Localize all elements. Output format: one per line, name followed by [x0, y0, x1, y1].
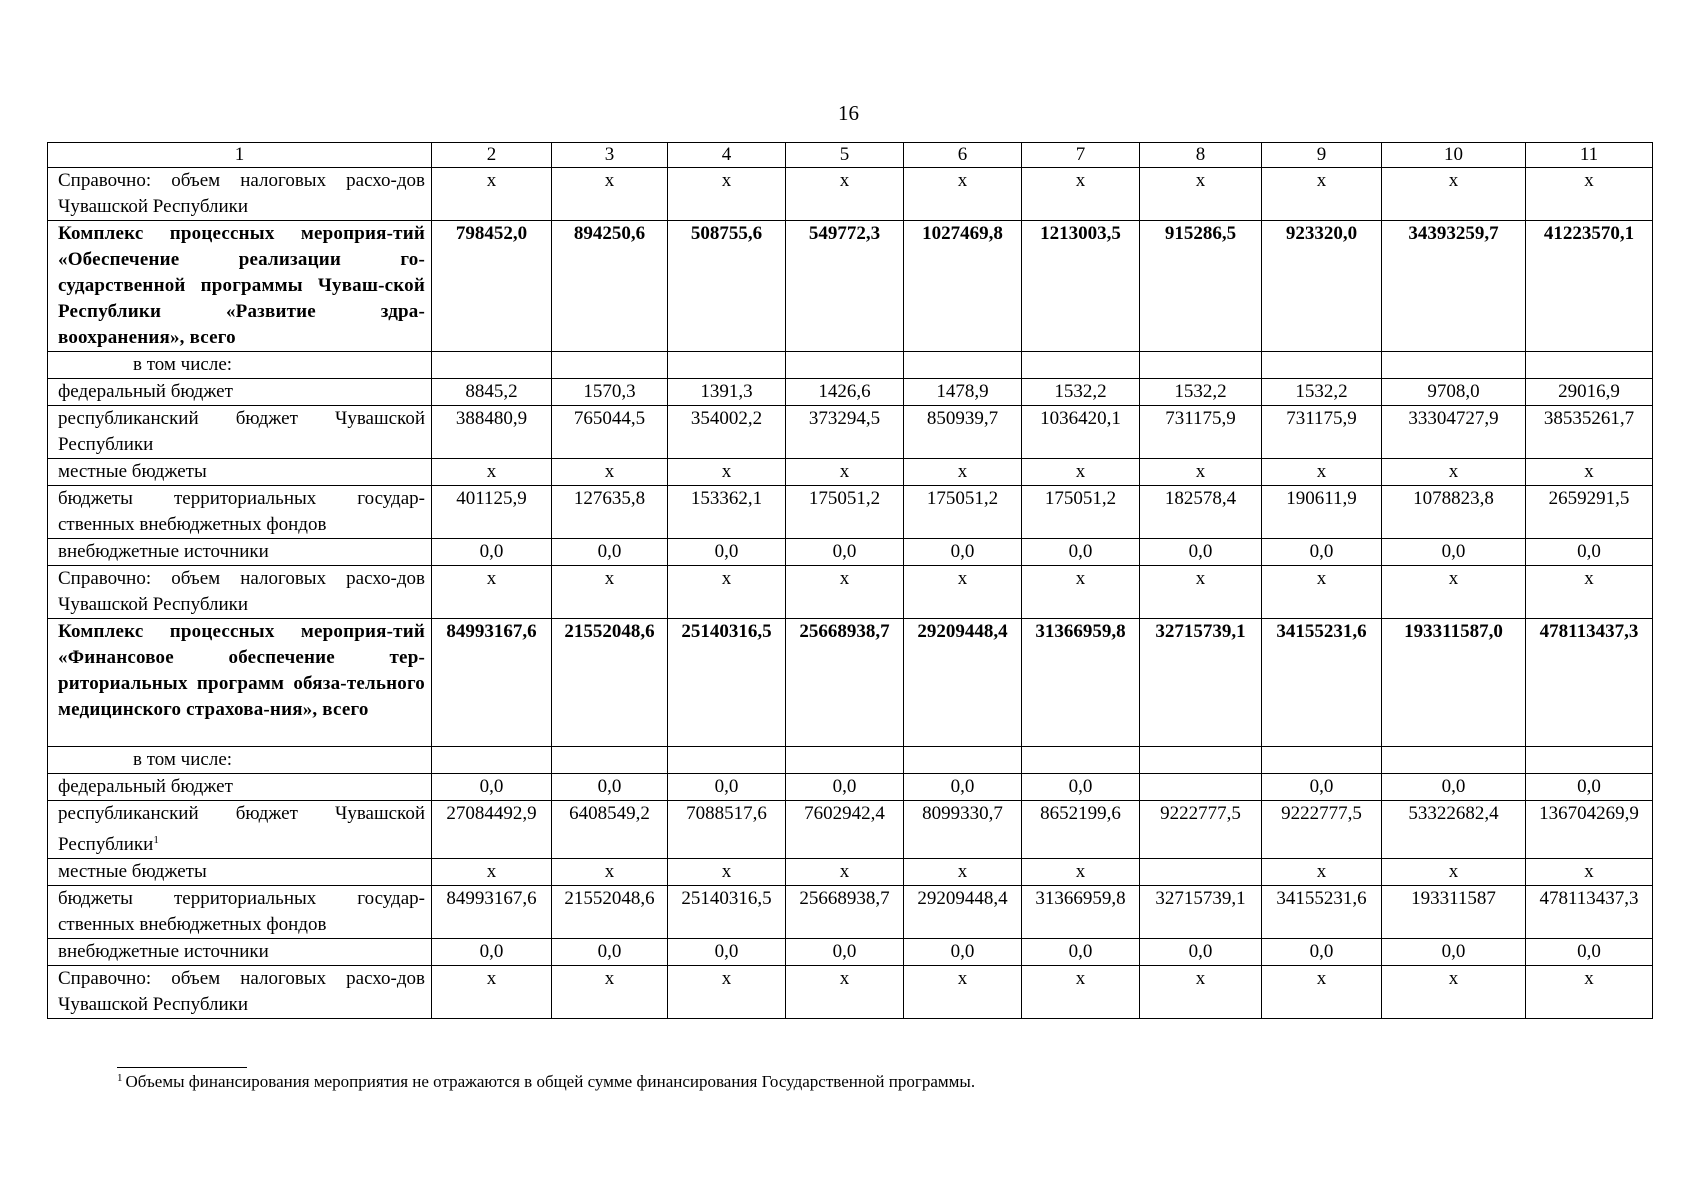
table-row [48, 886, 1653, 939]
row-label [48, 406, 432, 459]
value-cell: 0,0 [432, 939, 552, 966]
row-label [48, 619, 432, 747]
value-cell [552, 747, 668, 774]
row-label-text: в том числе: [133, 354, 233, 375]
value-cell: х [1526, 566, 1653, 619]
column-header-7: 7 [1022, 143, 1140, 168]
value-cell: 190611,9 [1262, 486, 1382, 539]
row-label-text: федеральный бюджет [58, 381, 233, 402]
value-cell: х [1526, 966, 1653, 1019]
row-label-text: Справочно: объем налоговых расхо-дов Чувашской Республики [58, 568, 425, 615]
footnote-reference: 1 [153, 834, 159, 846]
value-cell: 0,0 [552, 539, 668, 566]
value-cell: 8099330,7 [904, 801, 1022, 859]
value-cell [1140, 352, 1262, 379]
value-cell: х [552, 859, 668, 886]
value-cell: 1036420,1 [1022, 406, 1140, 459]
value-cell: х [1382, 566, 1526, 619]
value-cell: 0,0 [1262, 774, 1382, 801]
value-cell [432, 747, 552, 774]
value-cell: 1532,2 [1262, 379, 1382, 406]
table-row [48, 774, 1653, 801]
value-cell: 84993167,6 [432, 619, 552, 747]
value-cell [668, 747, 786, 774]
value-cell: 0,0 [432, 539, 552, 566]
row-label-text: республиканский бюджет Чувашской Республики [58, 803, 425, 855]
value-cell: 1027469,8 [904, 221, 1022, 352]
value-cell: х [1022, 566, 1140, 619]
value-cell: 0,0 [1526, 539, 1653, 566]
value-cell: х [1140, 168, 1262, 221]
value-cell: 0,0 [786, 774, 904, 801]
table-row [48, 801, 1653, 859]
table-row [48, 747, 1653, 774]
value-cell: 915286,5 [1140, 221, 1262, 352]
value-cell: 21552048,6 [552, 619, 668, 747]
row-label [48, 221, 432, 352]
value-cell [1022, 352, 1140, 379]
value-cell [1262, 747, 1382, 774]
value-cell: 1391,3 [668, 379, 786, 406]
value-cell [1140, 747, 1262, 774]
footnote-separator [117, 1067, 247, 1068]
value-cell: 923320,0 [1262, 221, 1382, 352]
table-row [48, 966, 1653, 1019]
row-label-text: республиканский бюджет Чувашской Республики [58, 408, 425, 455]
value-cell: х [1262, 566, 1382, 619]
page-number: 16 [838, 101, 859, 125]
value-cell: 7602942,4 [786, 801, 904, 859]
value-cell: 25668938,7 [786, 886, 904, 939]
row-label [48, 859, 432, 886]
row-label [48, 566, 432, 619]
value-cell: 136704269,9 [1526, 801, 1653, 859]
row-label [48, 168, 432, 221]
value-cell: х [432, 566, 552, 619]
row-label-text: внебюджетные источники [58, 541, 269, 562]
table-row [48, 379, 1653, 406]
row-label-text: местные бюджеты [58, 861, 207, 882]
value-cell: 0,0 [1022, 539, 1140, 566]
value-cell [1526, 352, 1653, 379]
footnote-text: Объемы финансирования мероприятия не отражаются в общей сумме финансирования Государственной программы. [125, 1072, 976, 1091]
value-cell: 0,0 [668, 774, 786, 801]
column-header-9: 9 [1262, 143, 1382, 168]
value-cell: 182578,4 [1140, 486, 1262, 539]
value-cell: 478113437,3 [1526, 886, 1653, 939]
column-header-10: 10 [1382, 143, 1526, 168]
value-cell: 84993167,6 [432, 886, 552, 939]
value-cell: 41223570,1 [1526, 221, 1653, 352]
value-cell [1262, 352, 1382, 379]
row-label [48, 459, 432, 486]
value-cell: 0,0 [786, 539, 904, 566]
row-label-text: федеральный бюджет [58, 776, 233, 797]
value-cell: х [668, 859, 786, 886]
value-cell [904, 747, 1022, 774]
table-row [48, 406, 1653, 459]
footnote-mark: 1 [117, 1072, 123, 1084]
value-cell: 175051,2 [1022, 486, 1140, 539]
value-cell: 0,0 [904, 539, 1022, 566]
column-header-8: 8 [1140, 143, 1262, 168]
value-cell: 850939,7 [904, 406, 1022, 459]
value-cell: 0,0 [432, 774, 552, 801]
value-cell: х [786, 966, 904, 1019]
value-cell: х [786, 566, 904, 619]
value-cell: х [1262, 168, 1382, 221]
table-row [48, 459, 1653, 486]
value-cell: 27084492,9 [432, 801, 552, 859]
value-cell: 38535261,7 [1526, 406, 1653, 459]
value-cell: 1426,6 [786, 379, 904, 406]
column-header-2: 2 [432, 143, 552, 168]
value-cell: х [432, 859, 552, 886]
value-cell: х [1382, 859, 1526, 886]
financing-table [47, 142, 1653, 1019]
value-cell: 9708,0 [1382, 379, 1526, 406]
value-cell: 25668938,7 [786, 619, 904, 747]
value-cell: 765044,5 [552, 406, 668, 459]
table-row [48, 352, 1653, 379]
value-cell: 33304727,9 [1382, 406, 1526, 459]
value-cell [432, 352, 552, 379]
value-cell: 549772,3 [786, 221, 904, 352]
value-cell: 53322682,4 [1382, 801, 1526, 859]
value-cell: 1532,2 [1022, 379, 1140, 406]
value-cell: х [1526, 859, 1653, 886]
value-cell: 388480,9 [432, 406, 552, 459]
column-header-4: 4 [668, 143, 786, 168]
row-label [48, 966, 432, 1019]
value-cell: 0,0 [1526, 939, 1653, 966]
value-cell: 0,0 [552, 774, 668, 801]
table-row [48, 859, 1653, 886]
value-cell: 2659291,5 [1526, 486, 1653, 539]
row-label [48, 486, 432, 539]
value-cell: 0,0 [1140, 539, 1262, 566]
value-cell: 0,0 [552, 939, 668, 966]
value-cell: 29209448,4 [904, 619, 1022, 747]
value-cell [1526, 747, 1653, 774]
row-label-text: бюджеты территориальных государ-ственных внебюджетных фондов [58, 888, 425, 935]
value-cell [1382, 352, 1526, 379]
value-cell: 0,0 [1262, 539, 1382, 566]
value-cell: х [904, 859, 1022, 886]
value-cell: 354002,2 [668, 406, 786, 459]
row-label [48, 352, 432, 379]
value-cell: х [1382, 459, 1526, 486]
value-cell: 0,0 [1382, 939, 1526, 966]
row-label [48, 379, 432, 406]
value-cell: х [432, 459, 552, 486]
value-cell: 0,0 [1262, 939, 1382, 966]
value-cell: 0,0 [1140, 939, 1262, 966]
row-label-text: местные бюджеты [58, 461, 207, 482]
value-cell [1140, 774, 1262, 801]
value-cell: х [786, 859, 904, 886]
row-label [48, 539, 432, 566]
value-cell: 127635,8 [552, 486, 668, 539]
value-cell [1140, 859, 1262, 886]
value-cell: 0,0 [1526, 774, 1653, 801]
value-cell: 0,0 [668, 539, 786, 566]
value-cell: 508755,6 [668, 221, 786, 352]
table-row [48, 486, 1653, 539]
value-cell: х [668, 168, 786, 221]
value-cell: х [668, 966, 786, 1019]
value-cell: 6408549,2 [552, 801, 668, 859]
value-cell [786, 352, 904, 379]
value-cell: х [1022, 859, 1140, 886]
table-row [48, 168, 1653, 221]
value-cell: 153362,1 [668, 486, 786, 539]
value-cell: х [1140, 459, 1262, 486]
value-cell: 34155231,6 [1262, 619, 1382, 747]
value-cell: 0,0 [1382, 774, 1526, 801]
value-cell: 7088517,6 [668, 801, 786, 859]
value-cell: х [432, 168, 552, 221]
value-cell: х [786, 459, 904, 486]
value-cell: х [432, 966, 552, 1019]
value-cell: 31366959,8 [1022, 619, 1140, 747]
value-cell: 32715739,1 [1140, 619, 1262, 747]
value-cell: х [1140, 966, 1262, 1019]
value-cell: х [1526, 168, 1653, 221]
value-cell: 9222777,5 [1140, 801, 1262, 859]
value-cell: 0,0 [904, 774, 1022, 801]
value-cell: 0,0 [668, 939, 786, 966]
value-cell: 1078823,8 [1382, 486, 1526, 539]
value-cell: х [1382, 966, 1526, 1019]
value-cell: 731175,9 [1140, 406, 1262, 459]
value-cell: 894250,6 [552, 221, 668, 352]
value-cell: 21552048,6 [552, 886, 668, 939]
value-cell: х [552, 168, 668, 221]
value-cell: 34155231,6 [1262, 886, 1382, 939]
value-cell: 0,0 [904, 939, 1022, 966]
row-label [48, 886, 432, 939]
value-cell: х [668, 566, 786, 619]
footnote [117, 1072, 975, 1092]
row-label [48, 747, 432, 774]
value-cell: х [1022, 168, 1140, 221]
value-cell: 0,0 [1022, 939, 1140, 966]
value-cell: х [1262, 859, 1382, 886]
value-cell: 1532,2 [1140, 379, 1262, 406]
row-label-text: Справочно: объем налоговых расхо-дов Чувашской Республики [58, 968, 425, 1015]
value-cell: х [1526, 459, 1653, 486]
value-cell [904, 352, 1022, 379]
value-cell: 731175,9 [1262, 406, 1382, 459]
value-cell: х [1022, 966, 1140, 1019]
value-cell: х [552, 966, 668, 1019]
value-cell: х [1262, 459, 1382, 486]
row-label-text: в том числе: [133, 749, 233, 770]
column-header-3: 3 [552, 143, 668, 168]
value-cell: 401125,9 [432, 486, 552, 539]
row-label [48, 774, 432, 801]
value-cell: 8845,2 [432, 379, 552, 406]
column-header-1: 1 [48, 143, 432, 168]
value-cell: 175051,2 [904, 486, 1022, 539]
value-cell: х [904, 459, 1022, 486]
value-cell: 31366959,8 [1022, 886, 1140, 939]
value-cell [552, 352, 668, 379]
value-cell: 0,0 [1022, 774, 1140, 801]
row-label-text: Комплекс процессных мероприя-тий «Обеспечение реализации го-сударственной программы Чуваш-ской Республики «Развитие здра-воохранения», всего [58, 223, 425, 348]
value-cell: 9222777,5 [1262, 801, 1382, 859]
value-cell: 1478,9 [904, 379, 1022, 406]
value-cell: 193311587,0 [1382, 619, 1526, 747]
value-cell: 798452,0 [432, 221, 552, 352]
value-cell: 29016,9 [1526, 379, 1653, 406]
value-cell [1382, 747, 1526, 774]
table-row [48, 221, 1653, 352]
table-row [48, 566, 1653, 619]
value-cell: 29209448,4 [904, 886, 1022, 939]
value-cell: х [1140, 566, 1262, 619]
table-header-row [48, 143, 1653, 168]
value-cell: 1213003,5 [1022, 221, 1140, 352]
row-label-text: Справочно: объем налоговых расхо-дов Чувашской Республики [58, 170, 425, 217]
table-row [48, 619, 1653, 747]
column-header-11: 11 [1526, 143, 1653, 168]
value-cell: х [904, 168, 1022, 221]
column-header-5: 5 [786, 143, 904, 168]
value-cell [668, 352, 786, 379]
value-cell: 0,0 [786, 939, 904, 966]
column-header-6: 6 [904, 143, 1022, 168]
value-cell: 478113437,3 [1526, 619, 1653, 747]
table-row [48, 939, 1653, 966]
value-cell: х [904, 566, 1022, 619]
value-cell: 8652199,6 [1022, 801, 1140, 859]
table-row [48, 539, 1653, 566]
value-cell: х [1382, 168, 1526, 221]
row-label-text: внебюджетные источники [58, 941, 269, 962]
value-cell: 1570,3 [552, 379, 668, 406]
value-cell: х [786, 168, 904, 221]
value-cell: х [1022, 459, 1140, 486]
value-cell [786, 747, 904, 774]
value-cell: х [552, 566, 668, 619]
value-cell: 34393259,7 [1382, 221, 1526, 352]
value-cell: х [904, 966, 1022, 1019]
row-label [48, 801, 432, 859]
value-cell: х [1262, 966, 1382, 1019]
row-label-text: Комплекс процессных мероприя-тий «Финансовое обеспечение тер-риториальных программ обяза-тельного медицинского страхова-ния», всего [58, 621, 425, 720]
value-cell [1022, 747, 1140, 774]
value-cell: 0,0 [1382, 539, 1526, 566]
value-cell: х [668, 459, 786, 486]
value-cell: 25140316,5 [668, 886, 786, 939]
value-cell: 193311587 [1382, 886, 1526, 939]
table-body [48, 143, 1653, 1019]
row-label [48, 939, 432, 966]
value-cell: 373294,5 [786, 406, 904, 459]
value-cell: 175051,2 [786, 486, 904, 539]
value-cell: 32715739,1 [1140, 886, 1262, 939]
row-label-text: бюджеты территориальных государ-ственных внебюджетных фондов [58, 488, 425, 535]
value-cell: 25140316,5 [668, 619, 786, 747]
value-cell: х [552, 459, 668, 486]
